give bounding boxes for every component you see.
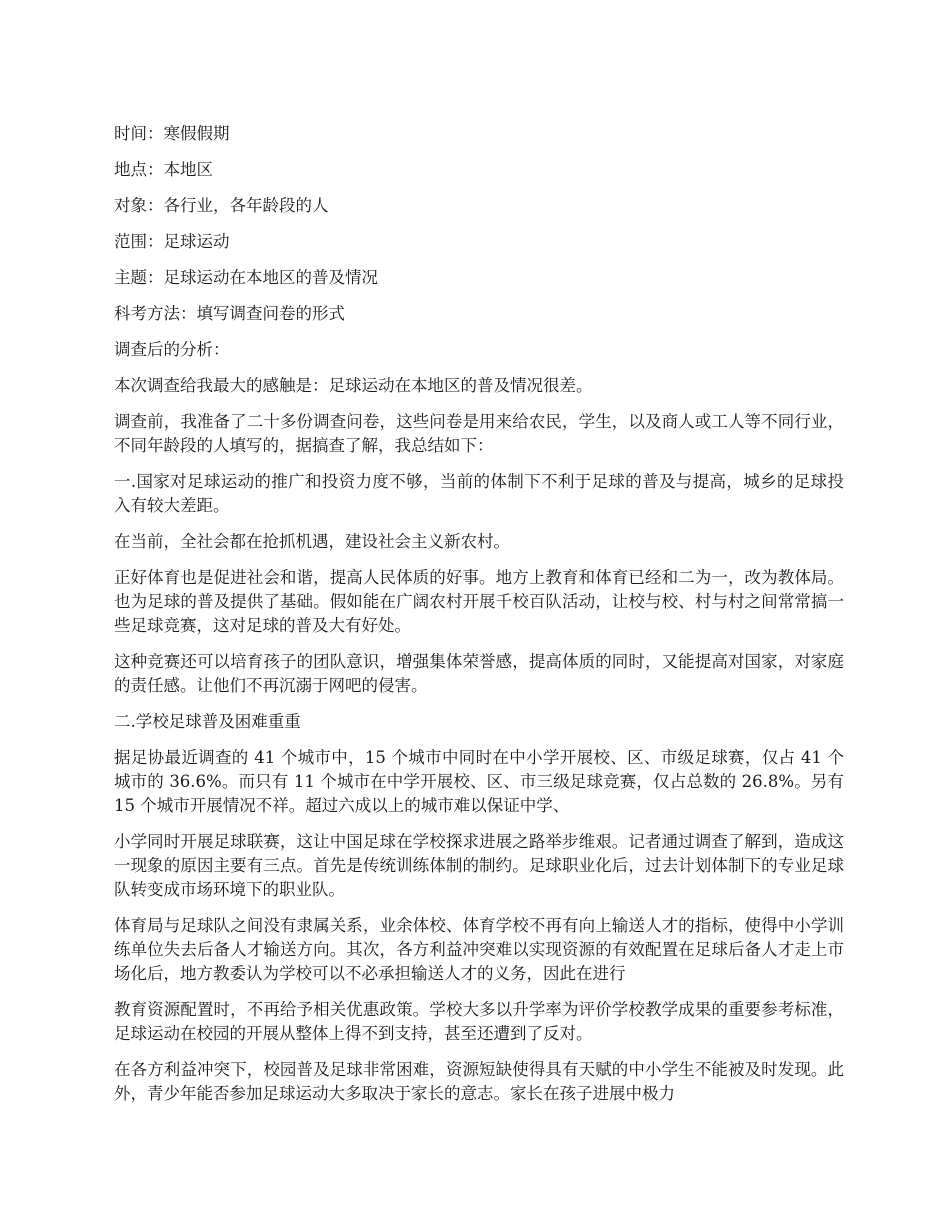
paragraph-conflict: 在各方利益冲突下，校园普及足球非常困难，资源短缺使得具有天赋的中小学生不能被及时发现。此外，青少年能否参加足球运动大多取决于家长的意志。家长在孩子进展中极力 — [114, 1060, 844, 1103]
paragraph-resource-allocation: 教育资源配置时，不再给予相关优惠政策。学校大多以升学率为评价学校教学成果的重要参考标准，足球运动在校园的开展从整体上得不到支持，甚至还遭到了反对。 — [114, 1000, 844, 1043]
info-scope: 范围：足球运动 — [114, 232, 230, 251]
paragraph-summary: 本次调查给我最大的感触是：足球运动在本地区的普及情况很差。 — [114, 376, 593, 395]
paragraph-league-difficulty: 小学同时开展足球联赛，这让中国足球在学校探求进展之路举步维艰。记者通过调查了解到，造成这一现象的原因主要有三点。首先是传统训练体制的制约。足球职业化后，过去计划体制下的专业足球队转变成市场环境下的职业队。 — [114, 832, 844, 899]
document-page — [114, 122, 844, 1118]
info-time: 时间：寒假假期 — [114, 124, 230, 143]
info-location: 地点：本地区 — [114, 160, 213, 179]
analysis-heading: 调查后的分析： — [114, 340, 230, 359]
paragraph-sports-harmony: 正好体育也是促进社会和谐，提高人民体质的好事。地方上教育和体育已经和二为一，改为教体局。也为足球的普及提供了基础。假如能在广阔农村开展千校百队活动，让校与校、村与村之间常常搞一些足球竞赛，这对足球的普及大有好处。 — [114, 568, 844, 635]
section-two-heading: 二.学校足球普及困难重重 — [114, 712, 301, 731]
info-topic: 主题：足球运动在本地区的普及情况 — [114, 268, 378, 287]
paragraph-team-spirit: 这种竞赛还可以培育孩子的团队意识，增强集体荣誉感，提高体质的同时，又能提高对国家，对家庭的责任感。让他们不再沉溺于网吧的侵害。 — [114, 652, 844, 695]
section-one-heading: 一.国家对足球运动的推广和投资力度不够，当前的体制下不利于足球的普及与提高，城乡的足球投入有较大差距。 — [114, 472, 844, 515]
paragraph-sports-bureau: 体育局与足球队之间没有隶属关系，业余体校、体育学校不再有向上输送人才的指标，使得中小学训练单位失去后备人才输送方向。其次，各方利益冲突难以实现资源的有效配置在足球后备人才走上市场化后，地方教委认为学校可以不必承担输送人才的义务，因此在进行 — [114, 916, 844, 983]
info-method: 科考方法：填写调查问卷的形式 — [114, 304, 345, 323]
paragraph-new-countryside: 在当前，全社会都在抢抓机遇，建设社会主义新农村。 — [114, 532, 510, 551]
paragraph-survey-stats: 据足协最近调查的 41 个城市中，15 个城市中同时在中小学开展校、区、市级足球赛，仅占 41 个城市的 36.6%。而只有 11 个城市在中学开展校、区、市三级足球竞赛，仅占总数的 26.8%。另有 15 个城市开展情况不祥。超过六成以上的城市难以保证中学、 — [114, 748, 844, 815]
info-subjects: 对象：各行业，各年龄段的人 — [114, 196, 329, 215]
paragraph-survey-intro: 调查前，我准备了二十多份调查问卷，这些问卷是用来给农民，学生，以及商人或工人等不同行业，不同年龄段的人填写的，据搞查了解，我总结如下： — [114, 412, 844, 455]
